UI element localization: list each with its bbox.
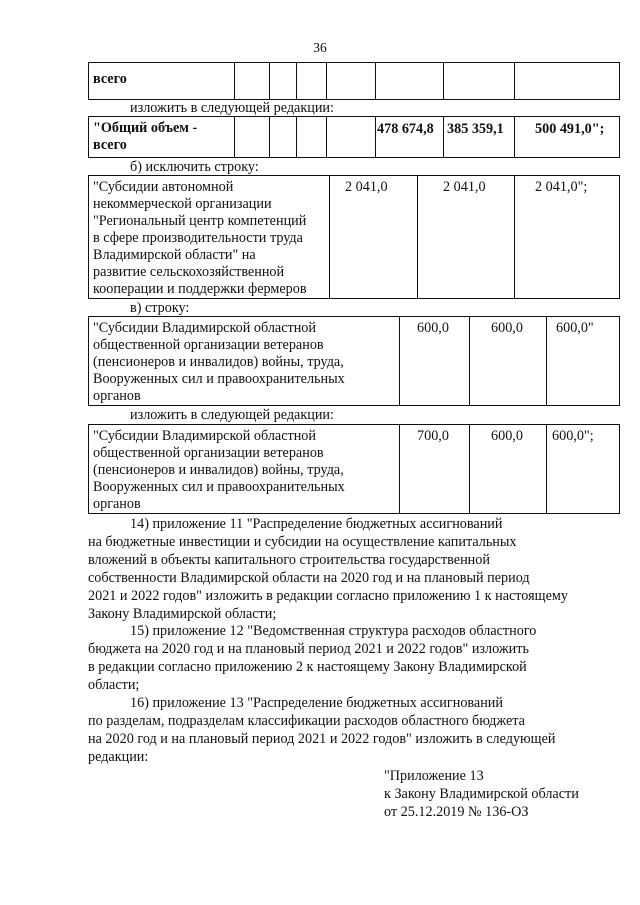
total-new-value-1: 478 674,8 [377, 121, 434, 137]
page-number: 36 [313, 40, 327, 55]
veterans-new-row-value-1: 700,0 [417, 428, 449, 444]
veterans-new-row-value-2: 600,0 [491, 428, 523, 444]
veterans-new-row-value-3: 600,0"; [552, 428, 594, 444]
table-row-total-new [88, 116, 620, 158]
total-label: всего [93, 71, 127, 87]
table-row-veterans [88, 316, 620, 406]
veterans-row-value-1: 600,0 [417, 320, 449, 336]
total-new-value-2: 385 359,1 [447, 121, 504, 137]
total-new-value-3: 500 491,0"; [535, 121, 605, 137]
total-new-label-1: "Общий объем - [93, 120, 198, 136]
table-row-veterans-new [88, 424, 620, 514]
instruction-edit-1: изложить в следующей редакции: [130, 100, 334, 116]
table-row-removed [88, 175, 620, 299]
instruction-row: в) строку: [130, 300, 190, 316]
instruction-edit-2: изложить в следующей редакции: [130, 407, 334, 423]
removed-row-value-1: 2 041,0 [345, 179, 388, 195]
veterans-row-label: "Субсидии Владимирской областной общественной организации ветеранов (пенсионеров и инвалидов) войны, труда, Вооруженных сил и правоохранительных органов [93, 320, 345, 404]
removed-row-value-2: 2 041,0 [443, 179, 486, 195]
veterans-row-value-2: 600,0 [491, 320, 523, 336]
removed-row-value-3: 2 041,0"; [535, 179, 588, 195]
table-row-total [88, 62, 620, 100]
veterans-row-value-3: 600,0" [556, 320, 594, 336]
removed-row-label: "Субсидии автономной некоммерческой организации "Региональный центр компетенций в сфере производительности труда Владимирской области" на развитие сельскохозяйственной кооперации и поддержки фермеров [93, 179, 307, 297]
instruction-remove-row: б) исключить строку: [130, 159, 259, 175]
total-new-label-2: всего [93, 137, 127, 153]
veterans-new-row-label: "Субсидии Владимирской областной общественной организации ветеранов (пенсионеров и инвалидов) войны, труда, Вооруженных сил и правоохранительных органов [93, 428, 345, 512]
